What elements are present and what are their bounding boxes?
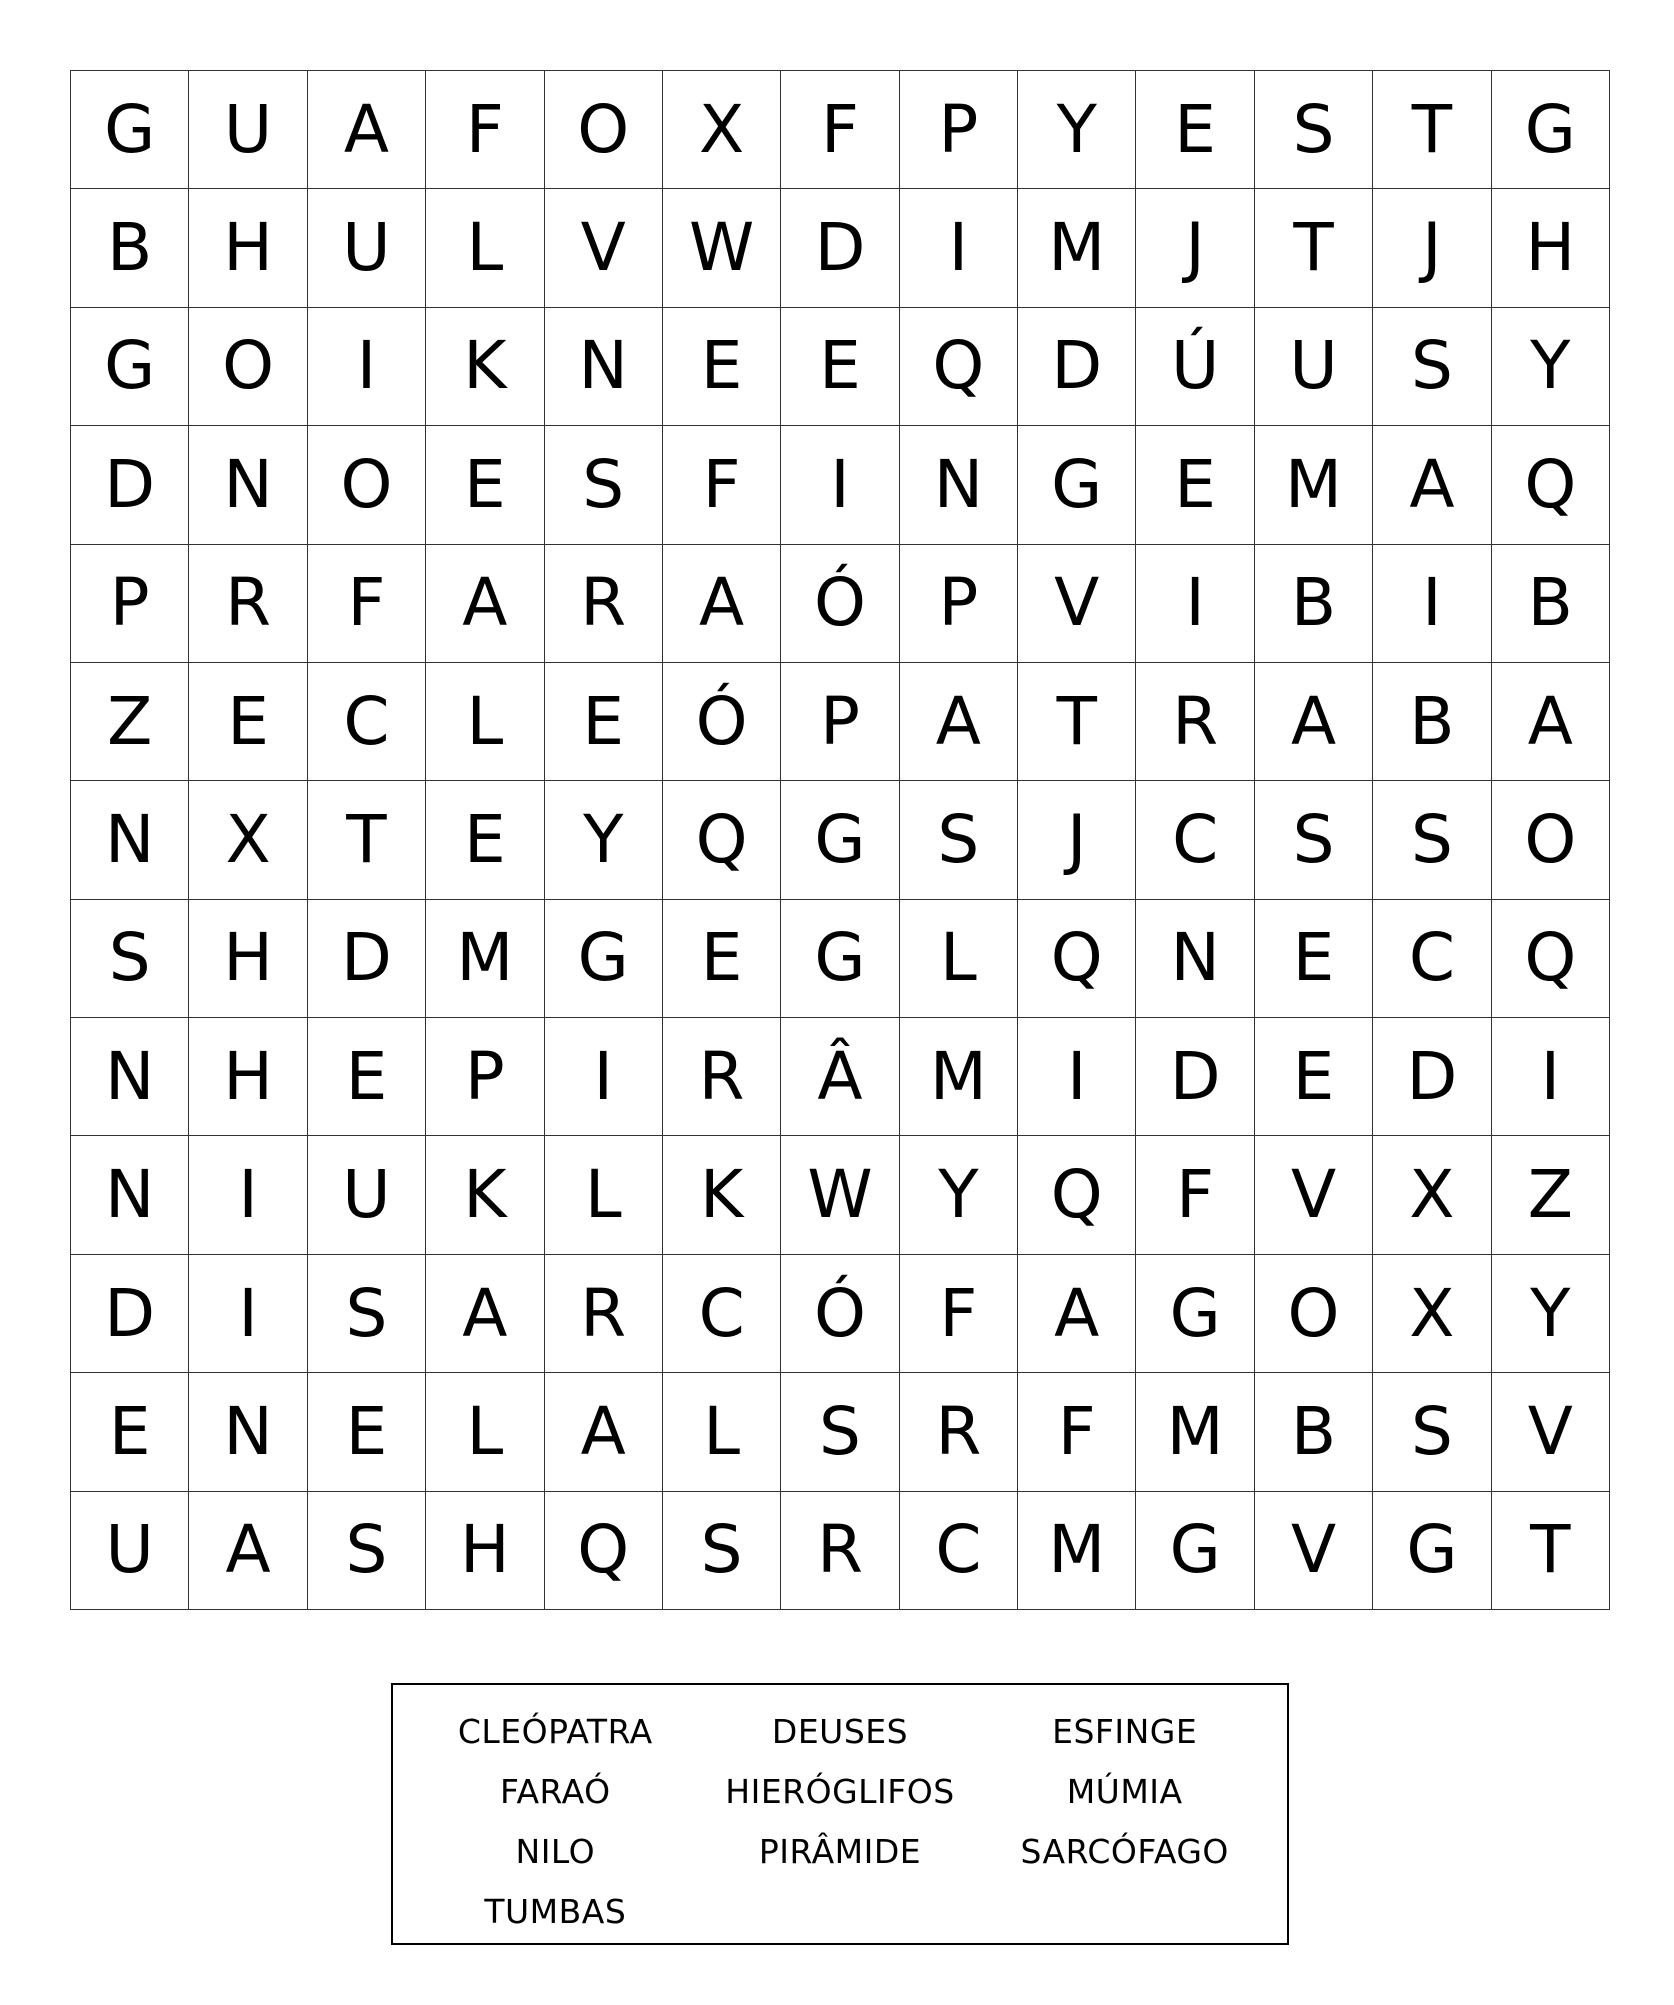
grid-cell[interactable]: S	[1255, 71, 1373, 189]
grid-cell[interactable]: S	[663, 1492, 781, 1610]
grid-cell[interactable]: E	[1136, 426, 1254, 544]
grid-cell[interactable]: I	[1018, 1018, 1136, 1136]
grid-cell[interactable]: R	[545, 1255, 663, 1373]
word-list-item: TUMBAS	[484, 1891, 627, 1931]
grid-cell[interactable]: G	[71, 308, 189, 426]
grid-cell[interactable]: S	[1255, 781, 1373, 899]
grid-cell[interactable]: E	[426, 781, 544, 899]
grid-cell[interactable]: Y	[1492, 1255, 1610, 1373]
grid-cell[interactable]: R	[663, 1018, 781, 1136]
grid-cell[interactable]: P	[900, 71, 1018, 189]
grid-cell[interactable]: Ó	[781, 545, 899, 663]
grid-cell[interactable]: E	[71, 1373, 189, 1491]
grid-cell[interactable]: Q	[1492, 900, 1610, 1018]
word-list-item: ESFINGE	[1052, 1711, 1198, 1751]
grid-cell[interactable]: J	[1018, 781, 1136, 899]
grid-cell[interactable]: T	[308, 781, 426, 899]
grid-cell[interactable]: S	[71, 900, 189, 1018]
grid-cell[interactable]: F	[781, 71, 899, 189]
grid-cell[interactable]: W	[781, 1136, 899, 1254]
grid-cell[interactable]: E	[1136, 71, 1254, 189]
grid-cell[interactable]: V	[1255, 1136, 1373, 1254]
grid-cell[interactable]: D	[308, 900, 426, 1018]
grid-cell[interactable]: A	[663, 545, 781, 663]
grid-cell[interactable]: L	[426, 1373, 544, 1491]
grid-cell[interactable]: E	[663, 308, 781, 426]
grid-cell[interactable]: I	[781, 426, 899, 544]
grid-cell[interactable]: U	[1255, 308, 1373, 426]
grid-cell[interactable]: I	[900, 189, 1018, 307]
grid-cell[interactable]: R	[900, 1373, 1018, 1491]
grid-cell[interactable]: B	[1492, 545, 1610, 663]
grid-cell[interactable]: A	[900, 663, 1018, 781]
grid-cell[interactable]: T	[1255, 189, 1373, 307]
grid-cell[interactable]: P	[781, 663, 899, 781]
grid-cell[interactable]: O	[308, 426, 426, 544]
grid-cell[interactable]: L	[426, 663, 544, 781]
grid-cell[interactable]: C	[1136, 781, 1254, 899]
grid-cell[interactable]: F	[1018, 1373, 1136, 1491]
grid-cell[interactable]: Q	[545, 1492, 663, 1610]
grid-cell[interactable]: K	[663, 1136, 781, 1254]
grid-cell[interactable]: M	[1136, 1373, 1254, 1491]
grid-cell[interactable]: L	[545, 1136, 663, 1254]
word-list-item: HIERÓGLIFOS	[725, 1771, 955, 1811]
grid-cell[interactable]: V	[545, 189, 663, 307]
grid-cell[interactable]: V	[1255, 1492, 1373, 1610]
grid-cell[interactable]: M	[1018, 1492, 1136, 1610]
grid-cell[interactable]: C	[900, 1492, 1018, 1610]
grid-cell[interactable]: I	[1492, 1018, 1610, 1136]
grid-cell[interactable]: I	[1136, 545, 1254, 663]
grid-cell[interactable]: Q	[900, 308, 1018, 426]
grid-cell[interactable]: E	[308, 1018, 426, 1136]
grid-cell[interactable]: H	[426, 1492, 544, 1610]
grid-cell[interactable]: F	[900, 1255, 1018, 1373]
word-list-item: NILO	[515, 1831, 596, 1871]
grid-cell[interactable]: M	[900, 1018, 1018, 1136]
grid-cell[interactable]: B	[1255, 545, 1373, 663]
grid-cell[interactable]: S	[545, 426, 663, 544]
word-list	[413, 1701, 1267, 1941]
grid-cell[interactable]: E	[545, 663, 663, 781]
grid-cell[interactable]: Q	[1492, 426, 1610, 544]
grid-cell[interactable]: J	[1136, 189, 1254, 307]
grid-cell[interactable]: D	[1373, 1018, 1491, 1136]
grid-cell[interactable]: N	[71, 1136, 189, 1254]
grid-cell[interactable]: K	[426, 308, 544, 426]
grid-cell[interactable]: O	[1492, 781, 1610, 899]
grid-cell[interactable]: C	[308, 663, 426, 781]
grid-cell[interactable]: R	[781, 1492, 899, 1610]
grid-cell[interactable]: A	[545, 1373, 663, 1491]
grid-cell[interactable]: Q	[663, 781, 781, 899]
grid-cell[interactable]: X	[663, 71, 781, 189]
grid-cell[interactable]: S	[1373, 1373, 1491, 1491]
grid-cell[interactable]: F	[1136, 1136, 1254, 1254]
grid-cell[interactable]: I	[1373, 545, 1491, 663]
grid-cell[interactable]: G	[71, 71, 189, 189]
grid-cell[interactable]: M	[426, 900, 544, 1018]
grid-cell[interactable]: V	[1018, 545, 1136, 663]
grid-cell[interactable]: R	[545, 545, 663, 663]
grid-cell[interactable]: X	[1373, 1255, 1491, 1373]
grid-cell[interactable]: N	[71, 1018, 189, 1136]
grid-cell[interactable]: V	[1492, 1373, 1610, 1491]
grid-cell[interactable]: S	[1373, 308, 1491, 426]
grid-cell[interactable]: L	[900, 900, 1018, 1018]
grid-cell[interactable]: U	[189, 71, 307, 189]
grid-cell[interactable]: G	[1136, 1492, 1254, 1610]
grid-cell[interactable]: B	[1373, 663, 1491, 781]
grid-cell[interactable]: L	[426, 189, 544, 307]
grid-cell[interactable]: R	[1136, 663, 1254, 781]
grid-cell[interactable]: Z	[71, 663, 189, 781]
grid-cell[interactable]: R	[189, 545, 307, 663]
grid-cell[interactable]: Q	[1018, 900, 1136, 1018]
letter-grid	[70, 70, 1610, 1610]
grid-cell[interactable]: E	[1255, 1018, 1373, 1136]
grid-cell[interactable]: Y	[545, 781, 663, 899]
grid-cell[interactable]: G	[1136, 1255, 1254, 1373]
grid-cell[interactable]: Y	[900, 1136, 1018, 1254]
grid-cell[interactable]: F	[426, 71, 544, 189]
word-list-item: SARCÓFAGO	[1020, 1831, 1229, 1871]
grid-cell[interactable]: X	[189, 781, 307, 899]
grid-cell[interactable]: U	[71, 1492, 189, 1610]
grid-cell[interactable]: W	[663, 189, 781, 307]
grid-cell[interactable]: G	[1492, 71, 1610, 189]
grid-cell[interactable]: E	[308, 1373, 426, 1491]
grid-cell[interactable]: K	[426, 1136, 544, 1254]
grid-cell[interactable]: Y	[1018, 71, 1136, 189]
grid-cell[interactable]: Ú	[1136, 308, 1254, 426]
grid-cell[interactable]: G	[1018, 426, 1136, 544]
grid-cell[interactable]: H	[1492, 189, 1610, 307]
grid-cell[interactable]: G	[1373, 1492, 1491, 1610]
grid-cell[interactable]: Q	[1018, 1136, 1136, 1254]
grid-cell[interactable]: B	[1255, 1373, 1373, 1491]
word-list-item: PIRÂMIDE	[758, 1831, 922, 1871]
grid-cell[interactable]: A	[1373, 426, 1491, 544]
grid-cell[interactable]: A	[1018, 1255, 1136, 1373]
grid-cell[interactable]: N	[71, 781, 189, 899]
grid-cell[interactable]: D	[781, 189, 899, 307]
grid-cell[interactable]: N	[189, 1373, 307, 1491]
grid-cell[interactable]: D	[71, 426, 189, 544]
grid-cell[interactable]: Ó	[663, 663, 781, 781]
grid-cell[interactable]: X	[1373, 1136, 1491, 1254]
grid-cell[interactable]: L	[663, 1373, 781, 1491]
grid-cell[interactable]: M	[1255, 426, 1373, 544]
grid-cell[interactable]: S	[308, 1492, 426, 1610]
grid-cell[interactable]: H	[189, 189, 307, 307]
grid-cell[interactable]: P	[900, 545, 1018, 663]
grid-cell[interactable]: Â	[781, 1018, 899, 1136]
word-list-item: FARAÓ	[500, 1771, 611, 1811]
grid-cell[interactable]: T	[1492, 1492, 1610, 1610]
grid-cell[interactable]: E	[189, 663, 307, 781]
grid-cell[interactable]: C	[663, 1255, 781, 1373]
word-list-item: MÚMIA	[1066, 1771, 1183, 1811]
grid-cell[interactable]: U	[308, 189, 426, 307]
grid-cell[interactable]: A	[1255, 663, 1373, 781]
grid-cell[interactable]: Ó	[781, 1255, 899, 1373]
grid-cell[interactable]: J	[1373, 189, 1491, 307]
grid-cell[interactable]: C	[1373, 900, 1491, 1018]
grid-cell[interactable]: M	[1018, 189, 1136, 307]
grid-cell[interactable]: N	[189, 426, 307, 544]
grid-cell[interactable]: G	[781, 781, 899, 899]
grid-cell[interactable]: E	[781, 308, 899, 426]
word-list-item: CLEÓPATRA	[457, 1711, 653, 1751]
grid-cell[interactable]: I	[189, 1136, 307, 1254]
grid-cell[interactable]: O	[545, 71, 663, 189]
grid-cell[interactable]: U	[308, 1136, 426, 1254]
grid-cell[interactable]: A	[308, 71, 426, 189]
grid-cell[interactable]: F	[308, 545, 426, 663]
grid-cell[interactable]: D	[71, 1255, 189, 1373]
grid-cell[interactable]: B	[71, 189, 189, 307]
grid-cell[interactable]: G	[781, 900, 899, 1018]
grid-cell[interactable]: I	[308, 308, 426, 426]
grid-cell[interactable]: D	[1018, 308, 1136, 426]
grid-cell[interactable]: P	[71, 545, 189, 663]
word-list-box	[391, 1683, 1289, 1945]
grid-cell[interactable]: F	[663, 426, 781, 544]
grid-cell[interactable]: T	[1018, 663, 1136, 781]
grid-cell[interactable]: G	[545, 900, 663, 1018]
grid-cell[interactable]: E	[663, 900, 781, 1018]
grid-cell[interactable]: P	[426, 1018, 544, 1136]
grid-cell[interactable]: N	[900, 426, 1018, 544]
grid-cell[interactable]: I	[189, 1255, 307, 1373]
grid-cell[interactable]: S	[308, 1255, 426, 1373]
word-list-item: DEUSES	[771, 1711, 909, 1751]
grid-cell[interactable]: N	[545, 308, 663, 426]
grid-cell[interactable]: Z	[1492, 1136, 1610, 1254]
grid-cell[interactable]: S	[1373, 781, 1491, 899]
grid-cell[interactable]: T	[1373, 71, 1491, 189]
grid-cell[interactable]: H	[189, 900, 307, 1018]
grid-cell[interactable]: S	[900, 781, 1018, 899]
grid-cell[interactable]: N	[1136, 900, 1254, 1018]
grid-cell[interactable]: O	[1255, 1255, 1373, 1373]
grid-cell[interactable]: S	[781, 1373, 899, 1491]
grid-cell[interactable]: A	[189, 1492, 307, 1610]
grid-cell[interactable]: D	[1136, 1018, 1254, 1136]
grid-cell[interactable]: A	[426, 1255, 544, 1373]
grid-cell[interactable]: H	[189, 1018, 307, 1136]
grid-cell[interactable]: A	[1492, 663, 1610, 781]
grid-cell[interactable]: E	[426, 426, 544, 544]
grid-cell[interactable]: E	[1255, 900, 1373, 1018]
grid-cell[interactable]: Y	[1492, 308, 1610, 426]
grid-cell[interactable]: I	[545, 1018, 663, 1136]
grid-cell[interactable]: A	[426, 545, 544, 663]
grid-cell[interactable]: O	[189, 308, 307, 426]
